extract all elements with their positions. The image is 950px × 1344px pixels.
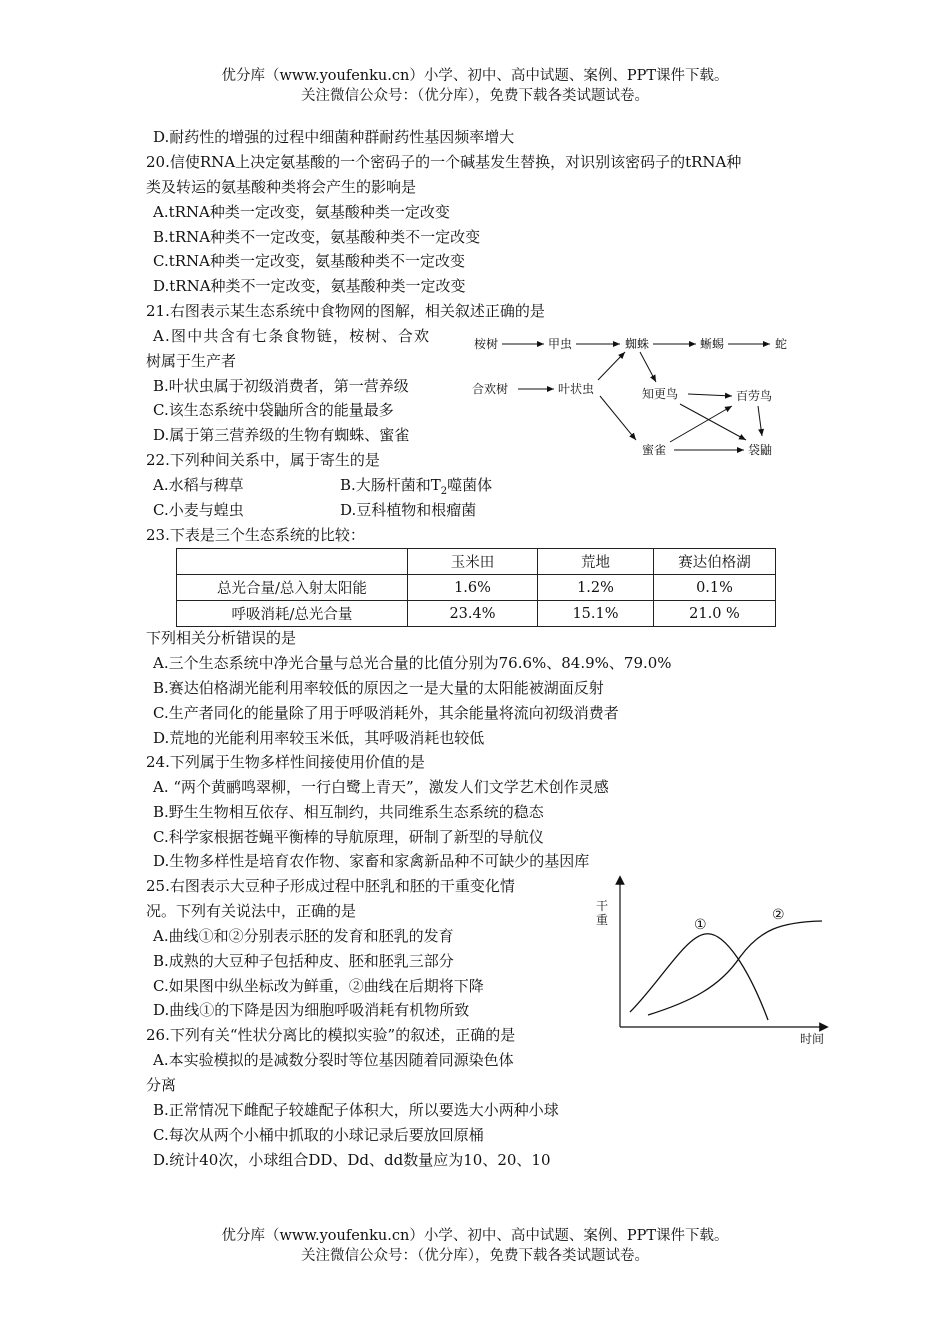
node-beetle: 甲虫	[548, 337, 573, 351]
q24-option-d: D.生物多样性是培育农作物、家畜和家禽新品种不可缺少的基因库	[153, 852, 590, 870]
q21-option-a-line2: 树属于生产者	[146, 352, 237, 370]
table-row	[177, 549, 776, 575]
node-eucalyptus: 桉树	[474, 337, 499, 351]
edge-leafinsect-honeyeater	[600, 396, 636, 440]
q25-option-d: D.曲线①的下降是因为细胞呼吸消耗有机物所致	[153, 1001, 470, 1019]
q20-option-d: D.tRNA种类不一定改变，氨基酸种类一定改变	[153, 277, 466, 295]
edge-leafinsect-spider	[598, 352, 625, 380]
q23-option-c: C.生产者同化的能量除了用于呼吸消耗外，其余能量将流向初级消费者	[153, 704, 619, 722]
table-row-label: 总光合量/总入射太阳能	[177, 575, 408, 601]
table-cell-empty	[177, 549, 408, 575]
x-axis-label: 时间	[800, 1032, 825, 1046]
q24-option-a: A. “两个黄鹂鸣翠柳，一行白鹭上青天”，激发人们文学艺术创作灵感	[153, 778, 609, 796]
q20-stem-line2: 类及转运的氨基酸种类将会产生的影响是	[146, 178, 417, 196]
q26-option-c: C.每次从两个小桶中抓取的小球记录后要放回原桶	[153, 1126, 484, 1144]
node-shrike: 百劳鸟	[736, 389, 773, 403]
q20-option-b: B.tRNA种类不一定改变，氨基酸种类不一定改变	[153, 228, 481, 246]
q23-option-d: D.荒地的光能利用率较玉米低，其呼吸消耗也较低	[153, 729, 485, 747]
node-quoll: 袋鼬	[748, 443, 773, 457]
curve-1	[630, 934, 768, 1020]
node-robin: 知更鸟	[642, 387, 679, 401]
table-header: 玉米田	[408, 549, 538, 575]
header-line-1: 优分库（www.youfenku.cn）小学、初中、高中试题、案例、PPT课件下载。	[221, 68, 729, 84]
table-row-label: 呼吸消耗/总光合量	[177, 601, 408, 627]
q23-follow: 下列相关分析错误的是	[146, 629, 297, 647]
q24-stem: 24.下列属于生物多样性间接使用价值的是	[146, 753, 425, 771]
curve-2-label: ②	[772, 907, 785, 923]
q22-option-a: A.水稻与稗草	[153, 476, 244, 494]
q22-option-b: B.大肠杆菌和$T_2$噬菌体	[340, 476, 493, 497]
food-web-diagram	[470, 330, 810, 460]
footer-line-1: 优分库（www.youfenku.cn）小学、初中、高中试题、案例、PPT课件下载。	[221, 1228, 729, 1244]
q21-option-d: D.属于第三营养级的生物有蜘蛛、蜜雀	[153, 426, 410, 444]
footer-line-2: 关注微信公众号：（优分库），免费下载各类试题试卷。	[301, 1248, 649, 1264]
table-cell: 1.2%	[538, 575, 654, 601]
q22-stem: 22.下列种间关系中，属于寄生的是	[146, 451, 380, 469]
table-cell: 21.0 %	[654, 601, 776, 627]
edge-robin-shrike	[688, 394, 732, 396]
node-leaf-insect: 叶状虫	[558, 382, 595, 396]
q21-option-b: B.叶状虫属于初级消费者，第一营养级	[153, 377, 409, 395]
table-cell: 0.1%	[654, 575, 776, 601]
edge-shrike-quoll	[758, 406, 762, 436]
table-cell: 23.4%	[408, 601, 538, 627]
q21-stem: 21.右图表示某生态系统中食物网的图解，相关叙述正确的是	[146, 302, 545, 320]
edge-spider-robin	[640, 352, 656, 382]
q20-option-a: A.tRNA种类一定改变，氨基酸种类一定改变	[153, 203, 450, 221]
node-lizard: 蜥蜴	[700, 337, 725, 351]
node-snake: 蛇	[775, 337, 788, 351]
q25-stem-line2: 况。下列有关说法中，正确的是	[146, 902, 357, 920]
q26-option-b: B.正常情况下雌配子较雄配子体积大，所以要选大小两种小球	[153, 1101, 559, 1119]
table-header: 荒地	[538, 549, 654, 575]
node-honeyeater: 蜜雀	[642, 443, 667, 457]
table-cell: 1.6%	[408, 575, 538, 601]
q19-option-d: D.耐药性的增强的过程中细菌种群耐药性基因频率增大	[153, 128, 515, 146]
q25-option-c: C.如果图中纵坐标改为鲜重，②曲线在后期将下降	[153, 977, 484, 995]
q22-option-c: C.小麦与蝗虫	[153, 501, 244, 519]
table-row	[177, 575, 776, 601]
y-axis-label-2: 重	[596, 913, 609, 927]
q20-option-c: C.tRNA种类一定改变，氨基酸种类不一定改变	[153, 252, 465, 270]
table-header: 赛达伯格湖	[654, 549, 776, 575]
q23-stem: 23.下表是三个生态系统的比较：	[146, 526, 365, 544]
curve-1-label: ①	[694, 917, 707, 933]
q23-option-b: B.赛达伯格湖光能利用率较低的原因之一是大量的太阳能被湖面反射	[153, 679, 604, 697]
table-row	[177, 601, 776, 627]
edge-honeyeater-shrike	[670, 406, 732, 442]
q23-option-a: A.三个生态系统中净光合量与总光合量的比值分别为76.6%、84.9%、79.0%	[153, 654, 672, 672]
node-albizia: 合欢树	[472, 382, 509, 396]
q21-option-a-line1: A.图中共含有七条食物链，桉树、合欢	[153, 327, 431, 345]
q21-option-c: C.该生态系统中袋鼬所含的能量最多	[153, 401, 394, 419]
q25-option-a: A.曲线①和②分别表示胚的发育和胚乳的发育	[153, 927, 454, 945]
ecosystem-comparison-table	[176, 548, 776, 627]
q25-option-b: B.成熟的大豆种子包括种皮、胚和胚乳三部分	[153, 952, 454, 970]
header-line-2: 关注微信公众号：（优分库），免费下载各类试题试卷。	[301, 88, 649, 104]
q22-option-d: D.豆科植物和根瘤菌	[340, 501, 477, 519]
y-axis-label-1: 干	[596, 899, 609, 913]
q24-option-b: B.野生生物相互依存、相互制约，共同维系生态系统的稳态	[153, 803, 544, 821]
q26-option-a-line1: A.本实验模拟的是减数分裂时等位基因随着同源染色体	[153, 1051, 514, 1069]
edge-robin-quoll	[680, 404, 746, 440]
q24-option-c: C.科学家根据苍蝇平衡棒的导航原理，研制了新型的导航仪	[153, 828, 544, 846]
dry-weight-graph	[590, 872, 840, 1050]
curve-2	[648, 921, 822, 1015]
q26-option-d: D.统计40次，小球组合DD、Dd、dd数量应为10、20、10	[153, 1151, 551, 1169]
q20-stem-line1: 20.信使RNA上决定氨基酸的一个密码子的一个碱基发生替换，对识别该密码子的tRNA种	[146, 153, 742, 171]
table-cell: 15.1%	[538, 601, 654, 627]
q26-stem: 26.下列有关“性状分离比的模拟实验”的叙述，正确的是	[146, 1026, 516, 1044]
node-spider: 蜘蛛	[625, 337, 650, 351]
q25-stem-line1: 25.右图表示大豆种子形成过程中胚乳和胚的干重变化情	[146, 877, 515, 895]
q26-option-a-line2: 分离	[146, 1076, 177, 1094]
